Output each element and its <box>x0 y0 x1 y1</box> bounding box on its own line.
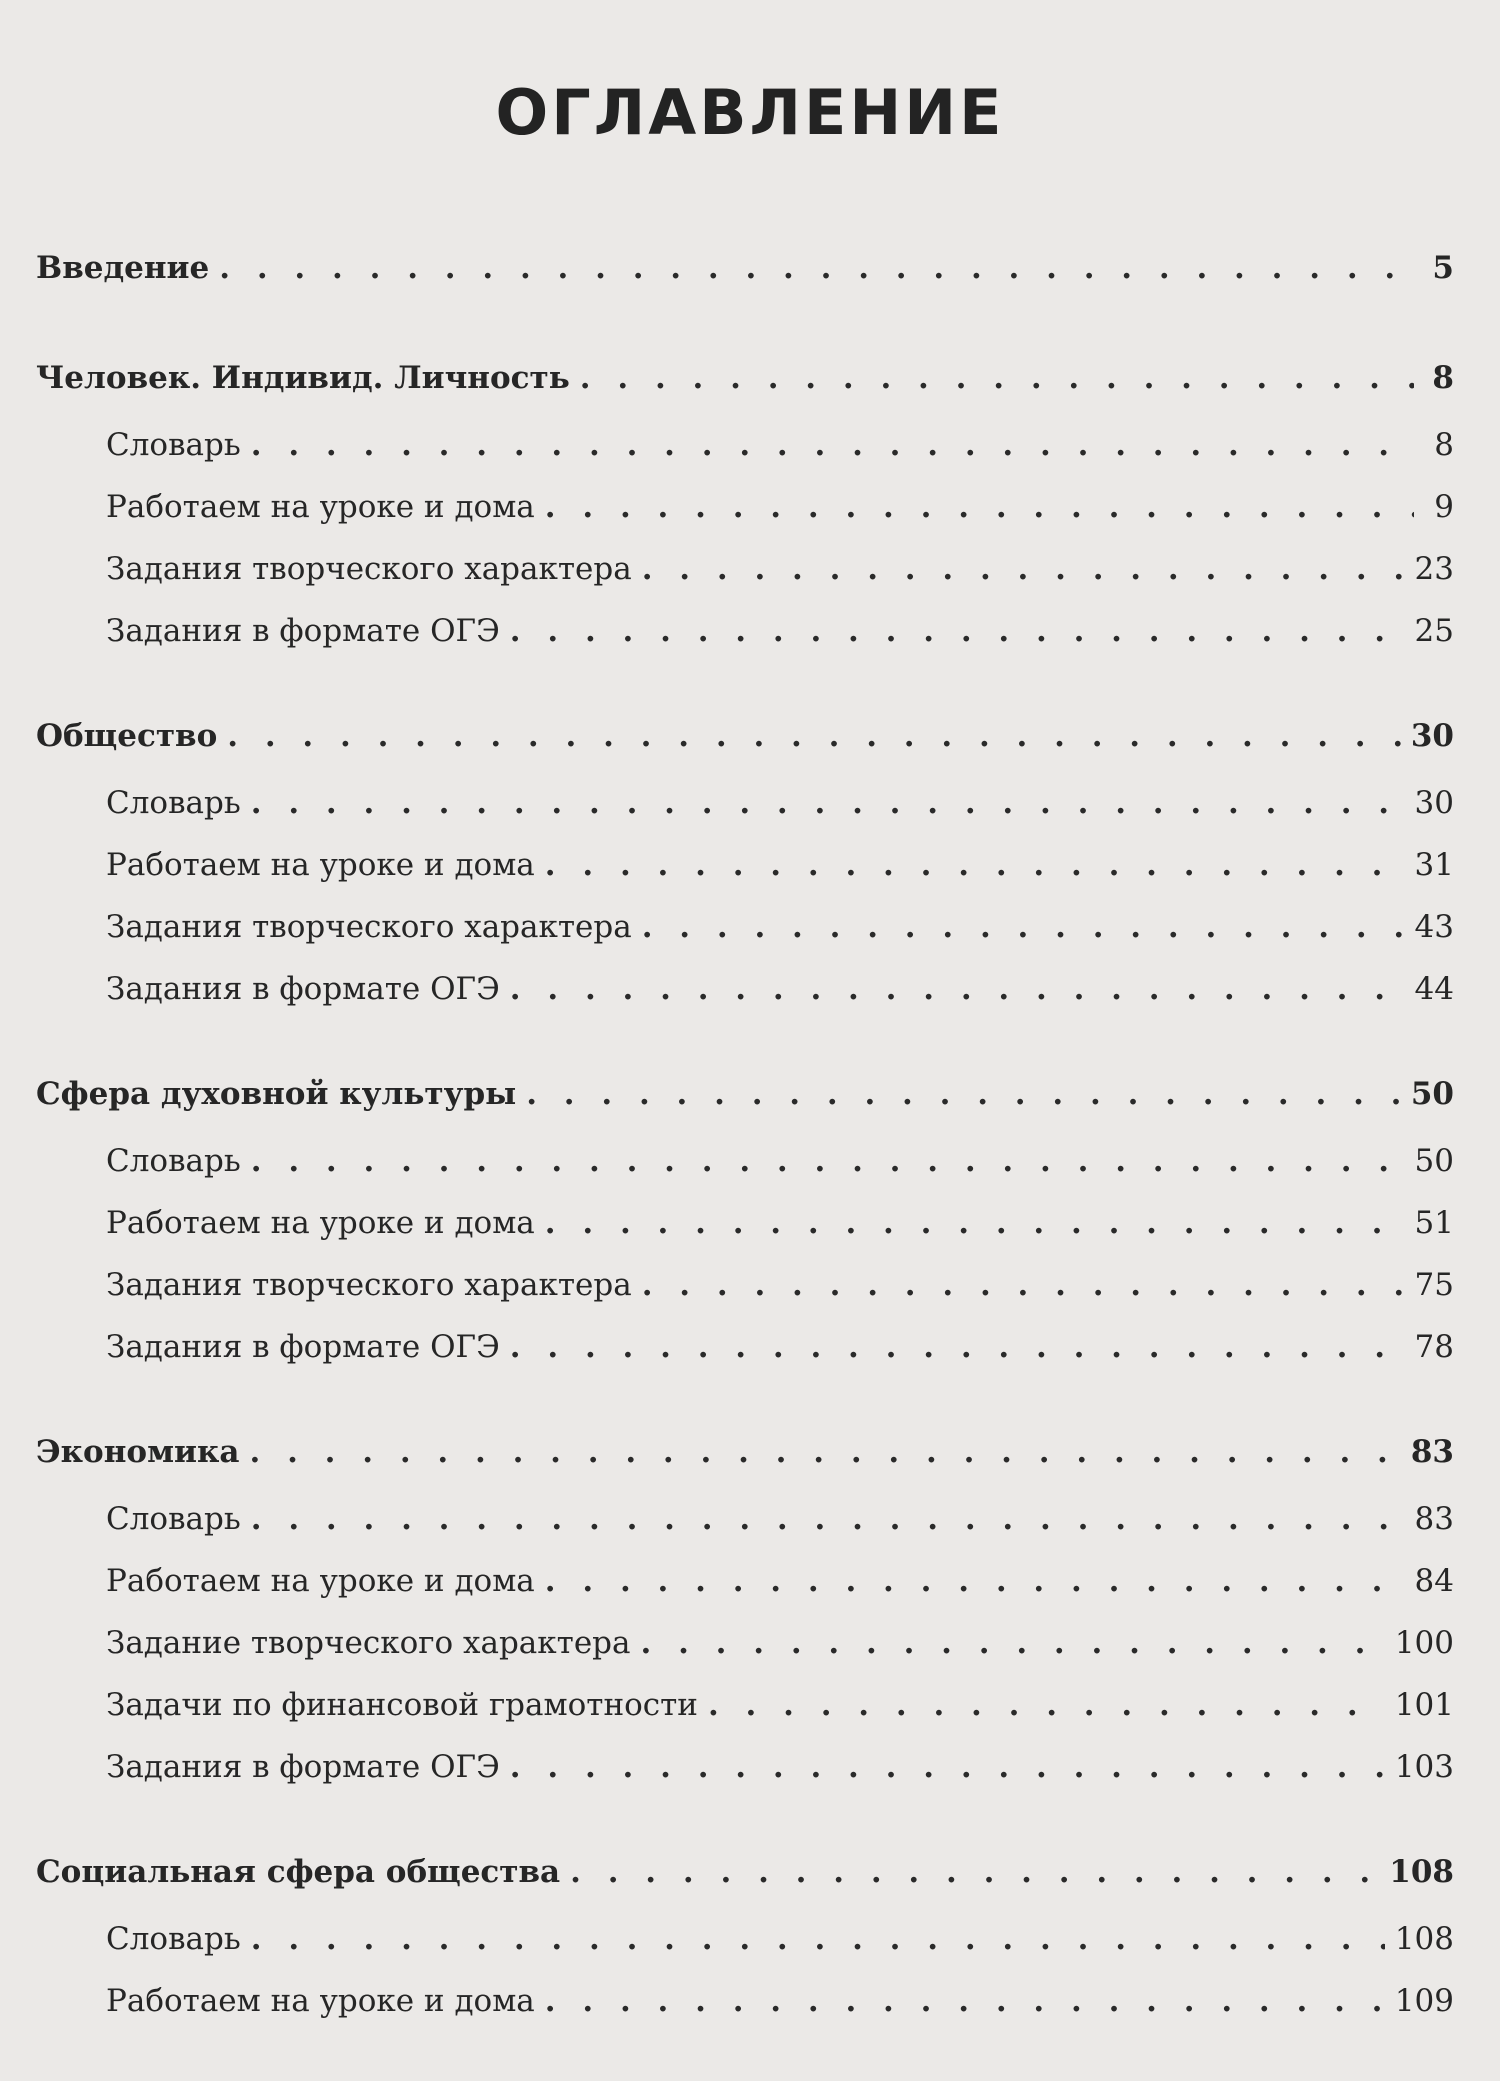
toc-entry-label: Задания в формате ОГЭ <box>106 1329 500 1365</box>
dot-leader <box>545 1192 1405 1254</box>
dot-leader <box>545 834 1405 896</box>
dot-leader <box>251 772 1405 834</box>
toc-page-number: 78 <box>1414 1329 1454 1365</box>
toc-entry-label: Работаем на уроке и дома <box>106 489 535 525</box>
toc-page-number: 31 <box>1414 847 1454 883</box>
toc-entry[interactable] <box>36 538 1454 600</box>
toc-section-label: Общество <box>36 718 218 754</box>
dot-leader <box>526 1058 1401 1130</box>
dot-leader <box>642 896 1405 958</box>
toc-entry[interactable] <box>36 1254 1454 1316</box>
toc-entry-label: Задания в формате ОГЭ <box>106 613 500 649</box>
toc-entry-label: Работаем на уроке и дома <box>106 1205 535 1241</box>
toc-entry[interactable] <box>36 1970 1454 2032</box>
toc-entry[interactable] <box>36 1736 1454 1798</box>
toc-page-number: 44 <box>1414 971 1454 1007</box>
toc-entry-label: Задачи по финансовой грамотности <box>106 1687 698 1723</box>
toc-entry[interactable] <box>36 600 1454 662</box>
dot-leader <box>251 414 1414 476</box>
dot-leader <box>580 342 1414 414</box>
toc-section-social-sphere <box>36 1836 1454 2032</box>
toc-section-heading[interactable] <box>36 1058 1454 1130</box>
toc-entry-label: Словарь <box>106 427 241 463</box>
dot-leader <box>642 1254 1405 1316</box>
dot-leader <box>249 1416 1400 1488</box>
dot-leader <box>510 1736 1385 1798</box>
toc-page-number: 43 <box>1414 909 1454 945</box>
toc-section-heading[interactable] <box>36 232 1454 304</box>
toc-page-number: 8 <box>1434 427 1454 463</box>
toc-page-number: 108 <box>1389 1854 1454 1890</box>
toc-page-number: 5 <box>1432 250 1454 286</box>
toc-entry[interactable] <box>36 1130 1454 1192</box>
toc-page-number: 25 <box>1414 613 1454 649</box>
toc-entry[interactable] <box>36 1488 1454 1550</box>
toc-section-economy <box>36 1416 1454 1798</box>
toc-page-number: 83 <box>1414 1501 1454 1537</box>
dot-leader <box>251 1908 1385 1970</box>
toc-section-introduction <box>36 232 1454 304</box>
toc-page-number: 84 <box>1414 1563 1454 1599</box>
toc-entry[interactable] <box>36 896 1454 958</box>
toc-entry[interactable] <box>36 772 1454 834</box>
toc-entry-label: Задание творческого характера <box>106 1625 631 1661</box>
toc-page-number: 101 <box>1394 1687 1454 1723</box>
page-title: ОГЛАВЛЕНИЕ <box>495 76 1005 149</box>
toc-entry-label: Задания в формате ОГЭ <box>106 1749 500 1785</box>
toc-entry[interactable] <box>36 476 1454 538</box>
toc-page-number: 75 <box>1414 1267 1454 1303</box>
dot-leader <box>510 600 1405 662</box>
dot-leader <box>510 958 1405 1020</box>
toc-page-number: 30 <box>1414 785 1454 821</box>
toc-page-number: 51 <box>1414 1205 1454 1241</box>
toc-entry-label: Работаем на уроке и дома <box>106 1983 535 2019</box>
dot-leader <box>545 476 1414 538</box>
toc-entry-label: Словарь <box>106 785 241 821</box>
toc-page-number: 100 <box>1394 1625 1454 1661</box>
dot-leader <box>227 700 1401 772</box>
toc-section-heading[interactable] <box>36 1416 1454 1488</box>
toc-page-number: 108 <box>1394 1921 1454 1957</box>
toc-page-number: 50 <box>1414 1143 1454 1179</box>
toc-page-number: 50 <box>1410 1076 1454 1112</box>
toc-page-number: 83 <box>1410 1434 1454 1470</box>
toc-section-label: Введение <box>36 250 210 286</box>
dot-leader <box>545 1970 1385 2032</box>
dot-leader <box>219 232 1414 304</box>
toc-entry-label: Задания творческого характера <box>106 909 632 945</box>
toc-entry[interactable] <box>36 1316 1454 1378</box>
toc-entry[interactable] <box>36 1612 1454 1674</box>
toc-entry-label: Задания творческого характера <box>106 551 632 587</box>
dot-leader <box>708 1674 1385 1736</box>
dot-leader <box>251 1130 1405 1192</box>
toc-entry[interactable] <box>36 1674 1454 1736</box>
toc-page-number: 23 <box>1414 551 1454 587</box>
toc-section-label: Сфера духовной культуры <box>36 1076 517 1112</box>
toc-entry[interactable] <box>36 414 1454 476</box>
toc-page-number: 30 <box>1410 718 1454 754</box>
toc-entry-label: Работаем на уроке и дома <box>106 847 535 883</box>
toc-page-number: 9 <box>1434 489 1454 525</box>
toc-entry-label: Словарь <box>106 1501 241 1537</box>
dot-leader <box>510 1316 1405 1378</box>
dot-leader <box>251 1488 1405 1550</box>
toc-section-heading[interactable] <box>36 700 1454 772</box>
toc-entry-label: Задания творческого характера <box>106 1267 632 1303</box>
toc-entry[interactable] <box>36 958 1454 1020</box>
toc-page-number: 8 <box>1432 360 1454 396</box>
toc-entry-label: Задания в формате ОГЭ <box>106 971 500 1007</box>
toc-entry[interactable] <box>36 834 1454 896</box>
dot-leader <box>642 538 1405 600</box>
toc-entry[interactable] <box>36 1192 1454 1254</box>
toc-section-person <box>36 342 1454 662</box>
toc-section-spiritual-culture <box>36 1058 1454 1378</box>
toc-section-society <box>36 700 1454 1020</box>
toc-section-heading[interactable] <box>36 1836 1454 1908</box>
toc-section-label: Социальная сфера общества <box>36 1854 561 1890</box>
toc-entry[interactable] <box>36 1908 1454 1970</box>
toc-page-number: 109 <box>1394 1983 1454 2019</box>
table-of-contents <box>36 232 1454 2070</box>
toc-entry-label: Словарь <box>106 1921 241 1957</box>
toc-section-label: Человек. Индивид. Личность <box>36 360 570 396</box>
toc-section-heading[interactable] <box>36 342 1454 414</box>
dot-leader <box>641 1612 1385 1674</box>
toc-entry[interactable] <box>36 1550 1454 1612</box>
dot-leader <box>545 1550 1405 1612</box>
dot-leader <box>570 1836 1379 1908</box>
toc-entry-label: Работаем на уроке и дома <box>106 1563 535 1599</box>
toc-page-number: 103 <box>1394 1749 1454 1785</box>
toc-entry-label: Словарь <box>106 1143 241 1179</box>
toc-section-label: Экономика <box>36 1434 240 1470</box>
